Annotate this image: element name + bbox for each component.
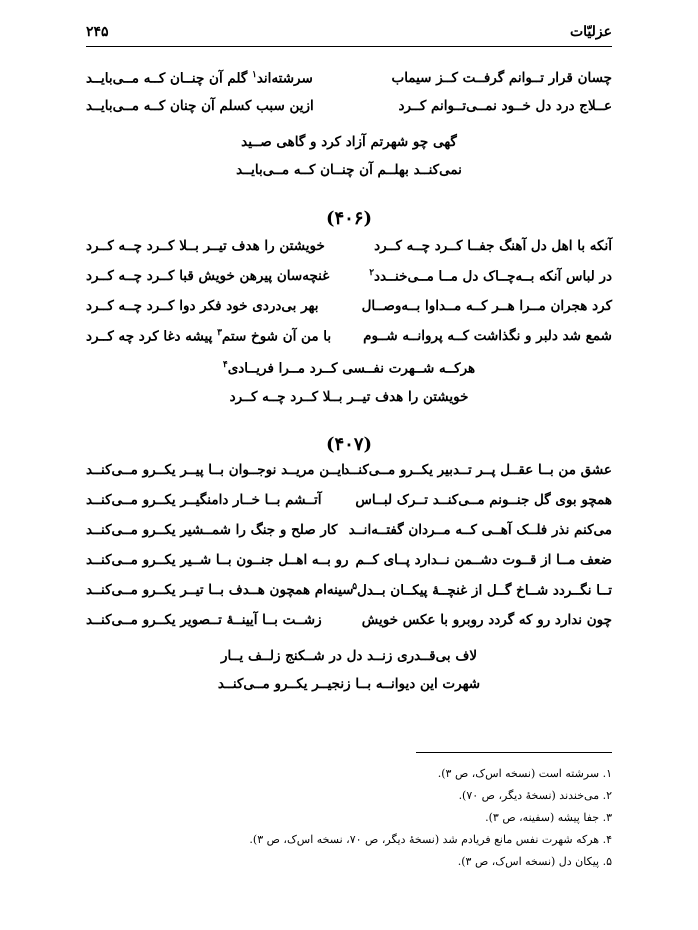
- hemistich-text: چسان قرار تــوانم گرفــت کــز سیماب: [391, 70, 612, 86]
- first-hemistich: [349, 522, 612, 538]
- second-hemistich: [86, 70, 313, 87]
- first-hemistich: [399, 98, 613, 114]
- second-hemistich: [86, 328, 331, 345]
- intro-closing-line-2: نمی‌کنــد بهلــم آن چنــان کــه مــی‌بایــد: [236, 162, 462, 178]
- hemistich-text: همچو بوی گل جنــونم مــی‌کنــد تــرک لبــاس: [355, 492, 612, 508]
- footnote-2: ۲. می‌خندند (نسخهٔ دیگر، ص ۷۰).: [458, 789, 612, 802]
- section-title: عزلیّات: [569, 24, 612, 40]
- first-hemistich: [391, 70, 612, 86]
- header-rule: [86, 46, 612, 47]
- ghazal-407-closing-line-2: شهرت این دیوانــه بــا زنجیــر یکــرو مــی‌کنــد: [217, 676, 481, 692]
- footnote-marker: ۳: [217, 328, 222, 338]
- hemistich-text-cont: پیشه دغا کرد چه کــرد: [86, 328, 218, 345]
- ghazal-406-closing-line-2: خویشتن را هدف تیــر بــلا کــرد چــه کــرد: [229, 389, 469, 405]
- hemistich-text: عــلاج درد دل خــود نمــی‌تــوانم کــرد: [398, 98, 612, 114]
- couplet: [86, 492, 612, 516]
- couplet: [86, 268, 612, 292]
- second-hemistich: [86, 462, 345, 478]
- couplet: [86, 98, 612, 122]
- couplet: [86, 328, 612, 352]
- second-hemistich: [86, 238, 325, 254]
- couplet: [86, 582, 612, 606]
- first-hemistich: [343, 462, 612, 478]
- hemistich-text: شمع شد دلبر و نگذاشت کــه پروانــه شــوم: [363, 328, 612, 344]
- hemistich-text: تــا نگــردد شــاخ گــل از غنچــهٔ پیکــان بــدل: [357, 582, 612, 599]
- first-hemistich: [352, 582, 612, 599]
- hemistich-text: می‌کنم نذر فلــک آهــی کــه مــردان گفتــه‌انــد: [348, 522, 612, 538]
- hemistich-text: در لباس آنکه بــه‌چــاک دل مــا مــی‌خنــدد: [374, 268, 612, 285]
- hemistich-text: غنچه‌سان پیرهن خویش قبا کــرد چــه کــرد: [86, 268, 330, 284]
- first-hemistich: [356, 552, 612, 568]
- footnote-marker: ۲: [369, 268, 375, 278]
- hemistich-text: کار صلح و جنگ را شمــشیر یکــرو مــی‌کنــد: [86, 522, 338, 538]
- couplet: [86, 522, 612, 546]
- couplet: [86, 298, 612, 322]
- couplet: [86, 238, 612, 262]
- hemistich-text-cont: گلم آن چنــان کــه مــی‌بایــد: [86, 70, 252, 87]
- hemistich-text: عشق من بــا عقــل پــر تــدبیر یکــرو مــی‌کنــد: [343, 462, 612, 478]
- ghazal-406-number: (۴۰۶): [325, 208, 373, 229]
- second-hemistich: [86, 298, 319, 314]
- hemistich-text: سرشته‌اند: [256, 70, 313, 87]
- hemistich-text: زشــت بــا آیینــهٔ تــصویر یکــرو مــی‌کنــد: [86, 612, 322, 628]
- first-hemistich: [363, 328, 612, 344]
- footnote-1: ۱. سرشته است (نسخه اس‌ک، ص ۳).: [437, 767, 612, 780]
- footnote-5: ۵. پیکان دل (نسخه اس‌ک، ص ۳).: [457, 855, 612, 868]
- second-hemistich: [86, 582, 354, 598]
- footnote-rule: [416, 752, 612, 753]
- couplet: [86, 612, 612, 636]
- couplet: [86, 70, 612, 94]
- closing-text: هرکــه شــهرت نفــسی کــرد مــرا فریــادی: [227, 360, 476, 377]
- hemistich-text: بهر بی‌دردی خود فکر دوا کــرد چــه کــرد: [86, 298, 319, 314]
- hemistich-text: کرد هجران مــرا هــر کــه مــداوا بــه‌وصــال: [361, 298, 612, 314]
- ghazal-407-closing-line-1: لاف بی‌قــدری زنــد دل در شــکنج زلــف یــار: [220, 648, 478, 664]
- first-hemistich: [369, 268, 612, 285]
- second-hemistich: [86, 612, 322, 628]
- footnote-4: ۴. هرکه شهرت نفس مانع فریادم شد (نسخهٔ دیگر، ص ۷۰، نسخه اس‌ک، ص ۳).: [249, 833, 612, 846]
- hemistich-text: ایــن مریــد نوجــوان بــا پیــر یکــرو مــی‌کنــد: [86, 462, 345, 478]
- first-hemistich: [374, 238, 612, 254]
- ghazal-407-number: (۴۰۷): [325, 434, 373, 455]
- second-hemistich: [86, 492, 322, 508]
- hemistich-text: خویشتن را هدف تیــر بــلا کــرد چــه کــرد: [86, 238, 325, 254]
- couplet: [86, 462, 612, 486]
- ghazal-406-closing-line-1: [86, 360, 612, 377]
- second-hemistich: [86, 98, 314, 114]
- hemistich-text: رو بــه اهــل جنــون بــا شــیر یکــرو مــی‌کنــد: [86, 552, 349, 568]
- hemistich-text: ازین سبب کسلم آن چنان کــه مــی‌بایــد: [86, 98, 314, 114]
- couplet: [86, 552, 612, 576]
- hemistich-text: ضعف مــا از قــوت دشــمن نــدارد پــای کــم: [355, 552, 612, 568]
- footnote-3: ۳. جفا پیشه (سفینه، ص ۳).: [485, 811, 612, 824]
- second-hemistich: [86, 552, 349, 568]
- footnote-marker: ۱: [252, 70, 257, 80]
- second-hemistich: [86, 268, 329, 284]
- hemistich-text: آتــشم بــا خــار دامنگیــر یکــرو مــی‌کنــد: [86, 492, 322, 508]
- footnote-marker: ۵: [352, 582, 358, 592]
- hemistich-text: آنکه با اهل دل آهنگ جفــا کــرد چــه کــرد: [374, 238, 612, 254]
- intro-closing-line-1: گهی چو شهرتم آزاد کرد و گاهی صــید: [241, 134, 457, 150]
- footnote-marker: ۴: [222, 360, 228, 370]
- hemistich-text: سینه‌ام همچون هــدف بــا تیــر یکــرو مــی‌کنــد: [86, 582, 354, 598]
- first-hemistich: [362, 298, 612, 314]
- page-number: ۲۴۵: [86, 24, 109, 40]
- second-hemistich: [86, 522, 337, 538]
- hemistich-text: چون ندارد رو که گردد روبرو با عکس خویش: [361, 612, 612, 628]
- first-hemistich: [362, 612, 612, 628]
- page-header: [86, 22, 612, 48]
- hemistich-text: با من آن شوخ ستم: [221, 328, 332, 345]
- first-hemistich: [355, 492, 612, 508]
